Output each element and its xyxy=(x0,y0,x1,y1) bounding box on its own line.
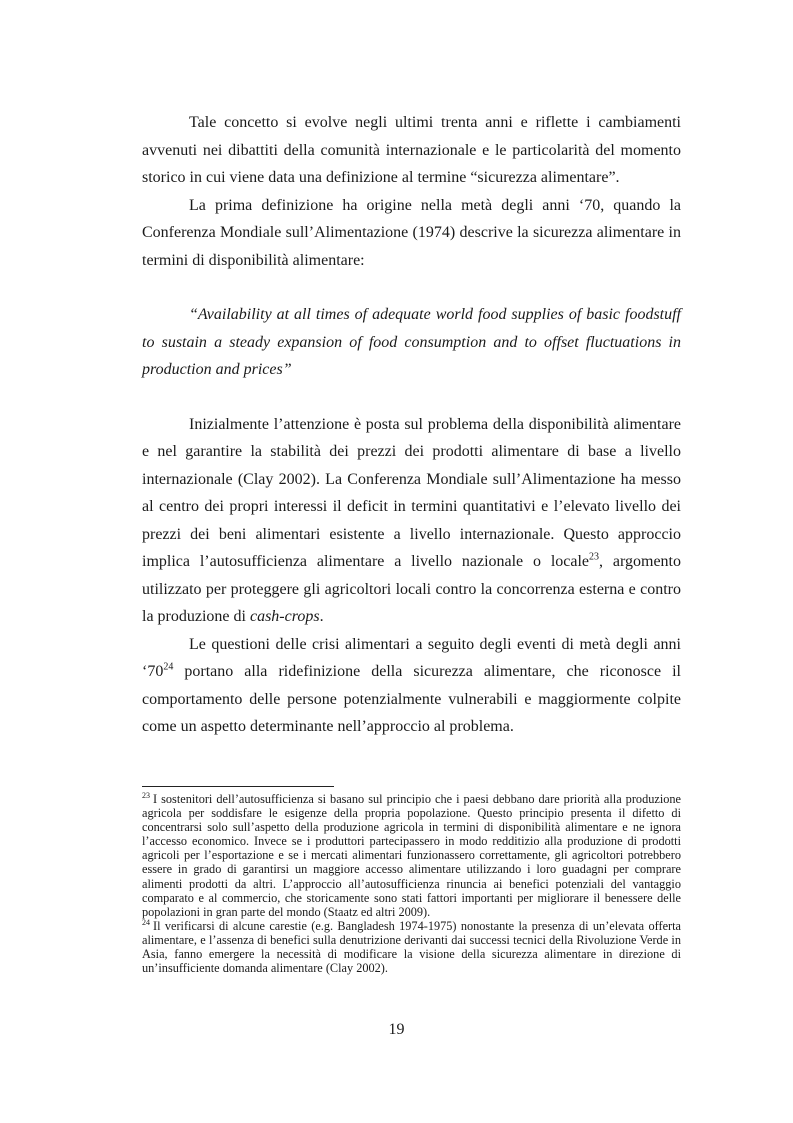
paragraph-4-text-a: Le questioni delle crisi alimentari a seguito degli eventi di metà degli anni ‘70 xyxy=(142,635,681,680)
body-text xyxy=(142,109,681,741)
page-number: 19 xyxy=(388,1021,405,1038)
footnote-separator xyxy=(142,786,334,787)
footnotes xyxy=(142,792,681,975)
block-quote: “Availability at all times of adequate world food supplies of basic foodstuff to sustain a steady expansion of food consumption and to offset fluctuations in production and prices” xyxy=(142,306,681,378)
footnote-number: 24 xyxy=(142,917,150,927)
footnote-ref-24: 24 xyxy=(163,661,174,673)
footnote-number: 23 xyxy=(142,790,150,800)
paragraph-1: Tale concetto si evolve negli ultimi trenta anni e riflette i cambiamenti avvenuti nei dibattiti della comunità internazionale e le particolarità del momento storico in cui viene data una definizione al termine “sicurezza alimentare”. xyxy=(142,114,681,186)
footnote-24 xyxy=(142,919,681,975)
paragraph-3-text-a: Inizialmente l’attenzione è posta sul problema della disponibilità alimentare e nel garantire la stabilità dei prezzi dei prodotti alimentare di base a livello internazionale (Clay 2002). La Conferenza Mondiale sull’Alimentazione ha messo al centro dei propri interessi il deficit in termini quantitativi e l’elevato livello dei prezzi dei beni alimentari esistente a livello internazionale. Questo approccio implica l’autosufficienza alimentare a livello nazionale o locale xyxy=(142,415,681,570)
paragraph-3-text-b: , argomento utilizzato per proteggere gli agricoltori locali contro la concorrenza esterna e contro la produzione di xyxy=(142,553,681,625)
paragraph-4-text-b: portano alla ridefinizione della sicurezza alimentare, che riconosce il comportamento delle persone potenzialmente vulnerabili e maggiormente colpite come un aspetto determinante nell’approccio al problema. xyxy=(142,663,681,735)
footnote-23 xyxy=(142,792,681,919)
paragraph-3 xyxy=(142,411,681,631)
italic-term: cash-crops xyxy=(249,608,320,625)
footnote-ref-23: 23 xyxy=(589,551,600,563)
footnote-text: Il verificarsi di alcune carestie (e.g. Bangladesh 1974-1975) nonostante la presenza di un’elevata offerta alimentare, e l’assenza di benefici sulla denutrizione derivanti dai successi tecnici della Rivoluzione Verde in Asia, fanno emergere la necessità di modificare la visione della sicurezza alimentare in direzione di un’insufficiente domanda alimentare (Clay 2002). xyxy=(142,918,681,976)
footnote-text: I sostenitori dell’autosufficienza si basano sul principio che i paesi debbano dare priorità alla produzione agricola per soddisfare le esigenze della propria popolazione. Questo principio presenta il difetto di concentrarsi solo sull’aspetto della produzione agricola in termini di disponibilità alimentare e ne ignora l’accesso economico. Invece se i produttori partecipassero in modo redditizio alla produzione di prodotti agricoli per l’esportazione e se i mercati alimentari funzionassero correttamente, gli agricoltori potrebbero essere in grado di garantirsi un maggiore accesso alimentare utilizzando i loro guadagni per comprare alimenti prodotti da altri. L’approccio all’autosufficienza rinuncia ai benefici potenziali del vantaggio comparato e al commercio, che storicamente sono stati fattori importanti per migliorare il benessere delle popolazioni in gran parte del mondo (Staatz ed altri 2009). xyxy=(142,792,681,919)
paragraph-4 xyxy=(142,631,681,741)
paragraph-2: La prima definizione ha origine nella metà degli anni ‘70, quando la Conferenza Mondiale sull’Alimentazione (1974) descrive la sicurezza alimentare in termini di disponibilità alimentare: xyxy=(142,196,681,269)
paragraph-3-end: . xyxy=(319,608,324,625)
